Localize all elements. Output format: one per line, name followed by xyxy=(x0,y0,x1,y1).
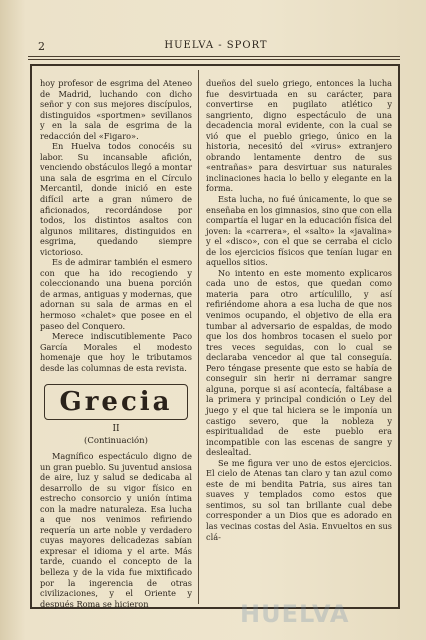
paragraph: En Huelva todos conocéis su labor. Su incansable afición, venciendo obstáculos llegó a montar una sala de esgrima en el Círculo Mercantil, donde inició en este difícil arte a gran número de aficionados, recordándose por todos, los distintos asaltos con algunos militares, distinguidos en esgrima, quedando siempre victorioso. xyxy=(40,141,192,257)
section-subtitle: (Continuación) xyxy=(84,436,148,446)
right-column xyxy=(206,78,392,542)
paragraph: Se me figura ver uno de estos ejercicios. El cielo de Atenas tan claro y tan azul como este de mi bendita Patria, sus aires tan suaves y templados como estos que sentimos, su sol tan brillante cual debe corresponder a un Dios que es adorado en las vecinas costas del Asia. Envueltos en sus clá- xyxy=(206,457,392,542)
paragraph: Esta lucha, no fué únicamente, lo que se enseñaba en los gimnasios, sino que con ella compartía el lugar en la educación física del joven: la «carrera», el «salto» la «javalina» y el «disco», con el que se cerraba el ciclo de los ejercicios físicos que tenían lugar en aquellos sitios. xyxy=(206,194,392,268)
archive-watermark: HUELVA xyxy=(240,600,350,628)
section-title: Grecia xyxy=(59,387,173,417)
paragraph: dueños del suelo griego, entonces la lucha fue desvirtuada en su carácter, para convertirse en pugilato atlético y sangriento, digno espectáculo de una decadencia moral evidente, con la cual se vió que el pueblo griego, único en la historia, necesitó del «virus» extranjero obrando lentamente dentro de sus «entrañas» para desvirtuar sus naturales inclinaciones hacia lo bello y elegante en la forma. xyxy=(206,78,392,194)
paragraph: Es de admirar también el esmero con que ha ido recogiendo y coleccionando una buena porción de armas, antiguas y modernas, que adornan su sala de armas en el hermoso «chalet» que posee en el paseo del Conquero. xyxy=(40,257,192,331)
paragraph: Magnífico espectáculo digno de un gran pueblo. Su juventud ansiosa de aire, luz y salud se dedicaba al desarrollo de su vigor físico en estrecho consorcio y unión íntima con la madre naturaleza. Esa lucha a que nos venimos refiriendo requería un arte noble y verdadero cuyas mayores delicadezas sabían expresar el idioma y el arte. Más tarde, cuando el concepto de la belleza y de la vida fue mixtificado por la ingerencia de otras civilizaciones, y el Oriente y después Roma se hicieron xyxy=(40,451,192,609)
paragraph: No intento en este momento explicaros cada uno de estos, que quedan como materia para otro artículillo, y así refiriéndome ahora a esa lucha de que nos venimos ocupando, el objetivo de ella era tumbar al adversario de espaldas, de modo que los dos hombros tocasen el suelo por tres veces seguidas, con lo cual se declaraba vencedor al que tal conseguía. Pero téngase presente que esto se había de conseguir sin herir ni derramar sangre alguna, porque si así acontecía, faltábase a la primera y principal condición o Ley del juego y el que tal hiciera se le imponía un castigo severo, que la nobleza y espiritualidad de este pueblo era incompatible con las escenas de sangre y deslealtad. xyxy=(206,267,392,458)
section-number: II xyxy=(112,424,120,434)
publication-title: HUELVA - SPORT xyxy=(164,40,268,51)
paragraph: hoy profesor de esgrima del Ateneo de Madrid, luchando con dicho señor y con sus mejores discípulos, distinguidos «sportmen» sevillanos y en la sala de esgrima de la redacción del «Figaro». xyxy=(40,78,192,141)
page-header xyxy=(28,38,404,54)
section-title-box xyxy=(44,384,188,420)
left-column-top xyxy=(40,78,192,373)
page-number: 2 xyxy=(38,40,46,53)
left-column-bottom xyxy=(40,451,192,609)
column-divider xyxy=(198,70,199,604)
paragraph: Merece indiscutiblemente Paco García Morales el modesto homenaje que hoy le tributamos desde las columnas de esta revista. xyxy=(40,331,192,373)
header-rule-thin xyxy=(28,59,400,60)
header-rule xyxy=(28,56,400,57)
